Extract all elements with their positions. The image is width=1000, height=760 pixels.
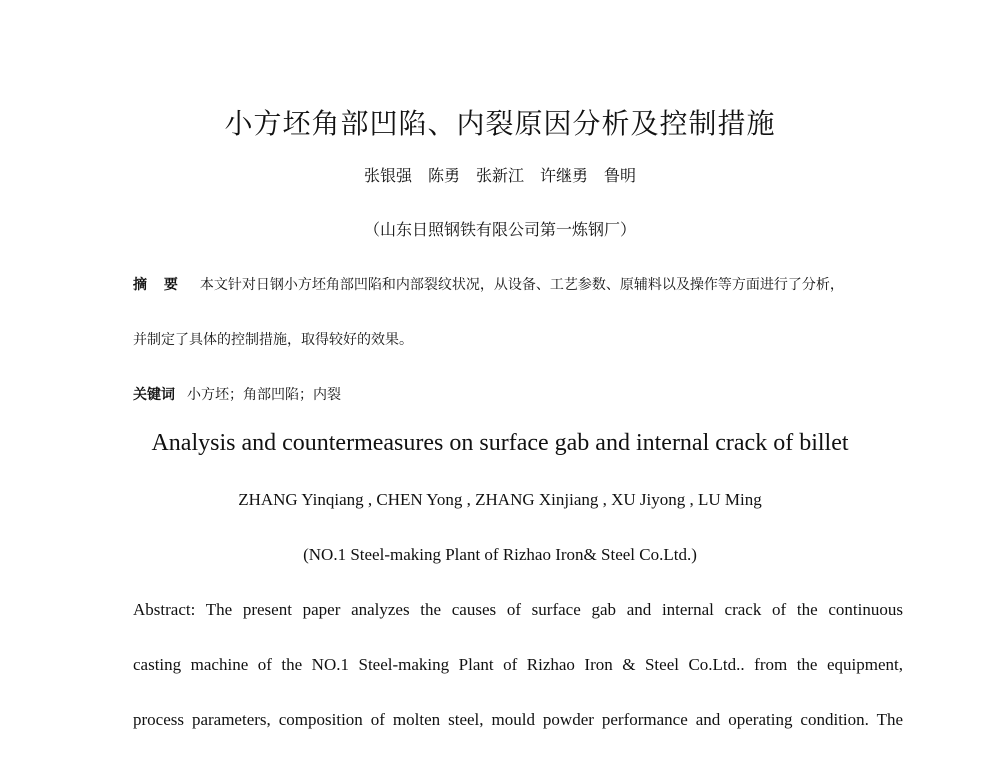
english-title: Analysis and countermeasures on surface gab and internal crack of billet: [151, 430, 849, 456]
english-authors: ZHANG Yinqiang , CHEN Yong , ZHANG Xinjiang , XU Jiyong , LU Ming: [238, 490, 762, 509]
chinese-affiliation: （山东日照钢铁有限公司第一炼钢厂）: [363, 220, 636, 239]
chinese-title: 小方坯角部凹陷、内裂原因分析及控制措施: [224, 107, 776, 140]
chinese-abstract-line-2: 并制定了具体的控制措施，取得较好的效果。: [133, 332, 413, 348]
chinese-abstract-line-1: [133, 274, 844, 294]
english-abstract-line-2: casting machine of the NO.1 Steel-making Plant of Rizhao Iron & Steel Co.Ltd.. from the equipment,: [133, 655, 903, 674]
chinese-abstract-text-1: 本文针对日钢小方坯角部凹陷和内部裂纹状况，从设备、工艺参数、原辅料以及操作等方面进行了分析，: [199, 277, 844, 293]
english-affiliation: (NO.1 Steel-making Plant of Rizhao Iron& Steel Co.Ltd.): [303, 545, 697, 564]
english-abstract-line-1: Abstract: The present paper analyzes the causes of surface gab and internal crack of the continuous: [133, 600, 903, 619]
chinese-abstract-label: 摘 要: [133, 277, 184, 293]
english-abstract-line-3: process parameters, composition of molten steel, mould powder performance and operating condition. The: [133, 710, 903, 729]
chinese-keywords-label: 关键词: [133, 387, 175, 403]
chinese-keywords: [133, 384, 341, 404]
chinese-authors: 张银强 陈勇 张新江 许继勇 鲁明: [363, 166, 636, 185]
chinese-keywords-text: 小方坯；角部凹陷；内裂: [187, 387, 341, 403]
